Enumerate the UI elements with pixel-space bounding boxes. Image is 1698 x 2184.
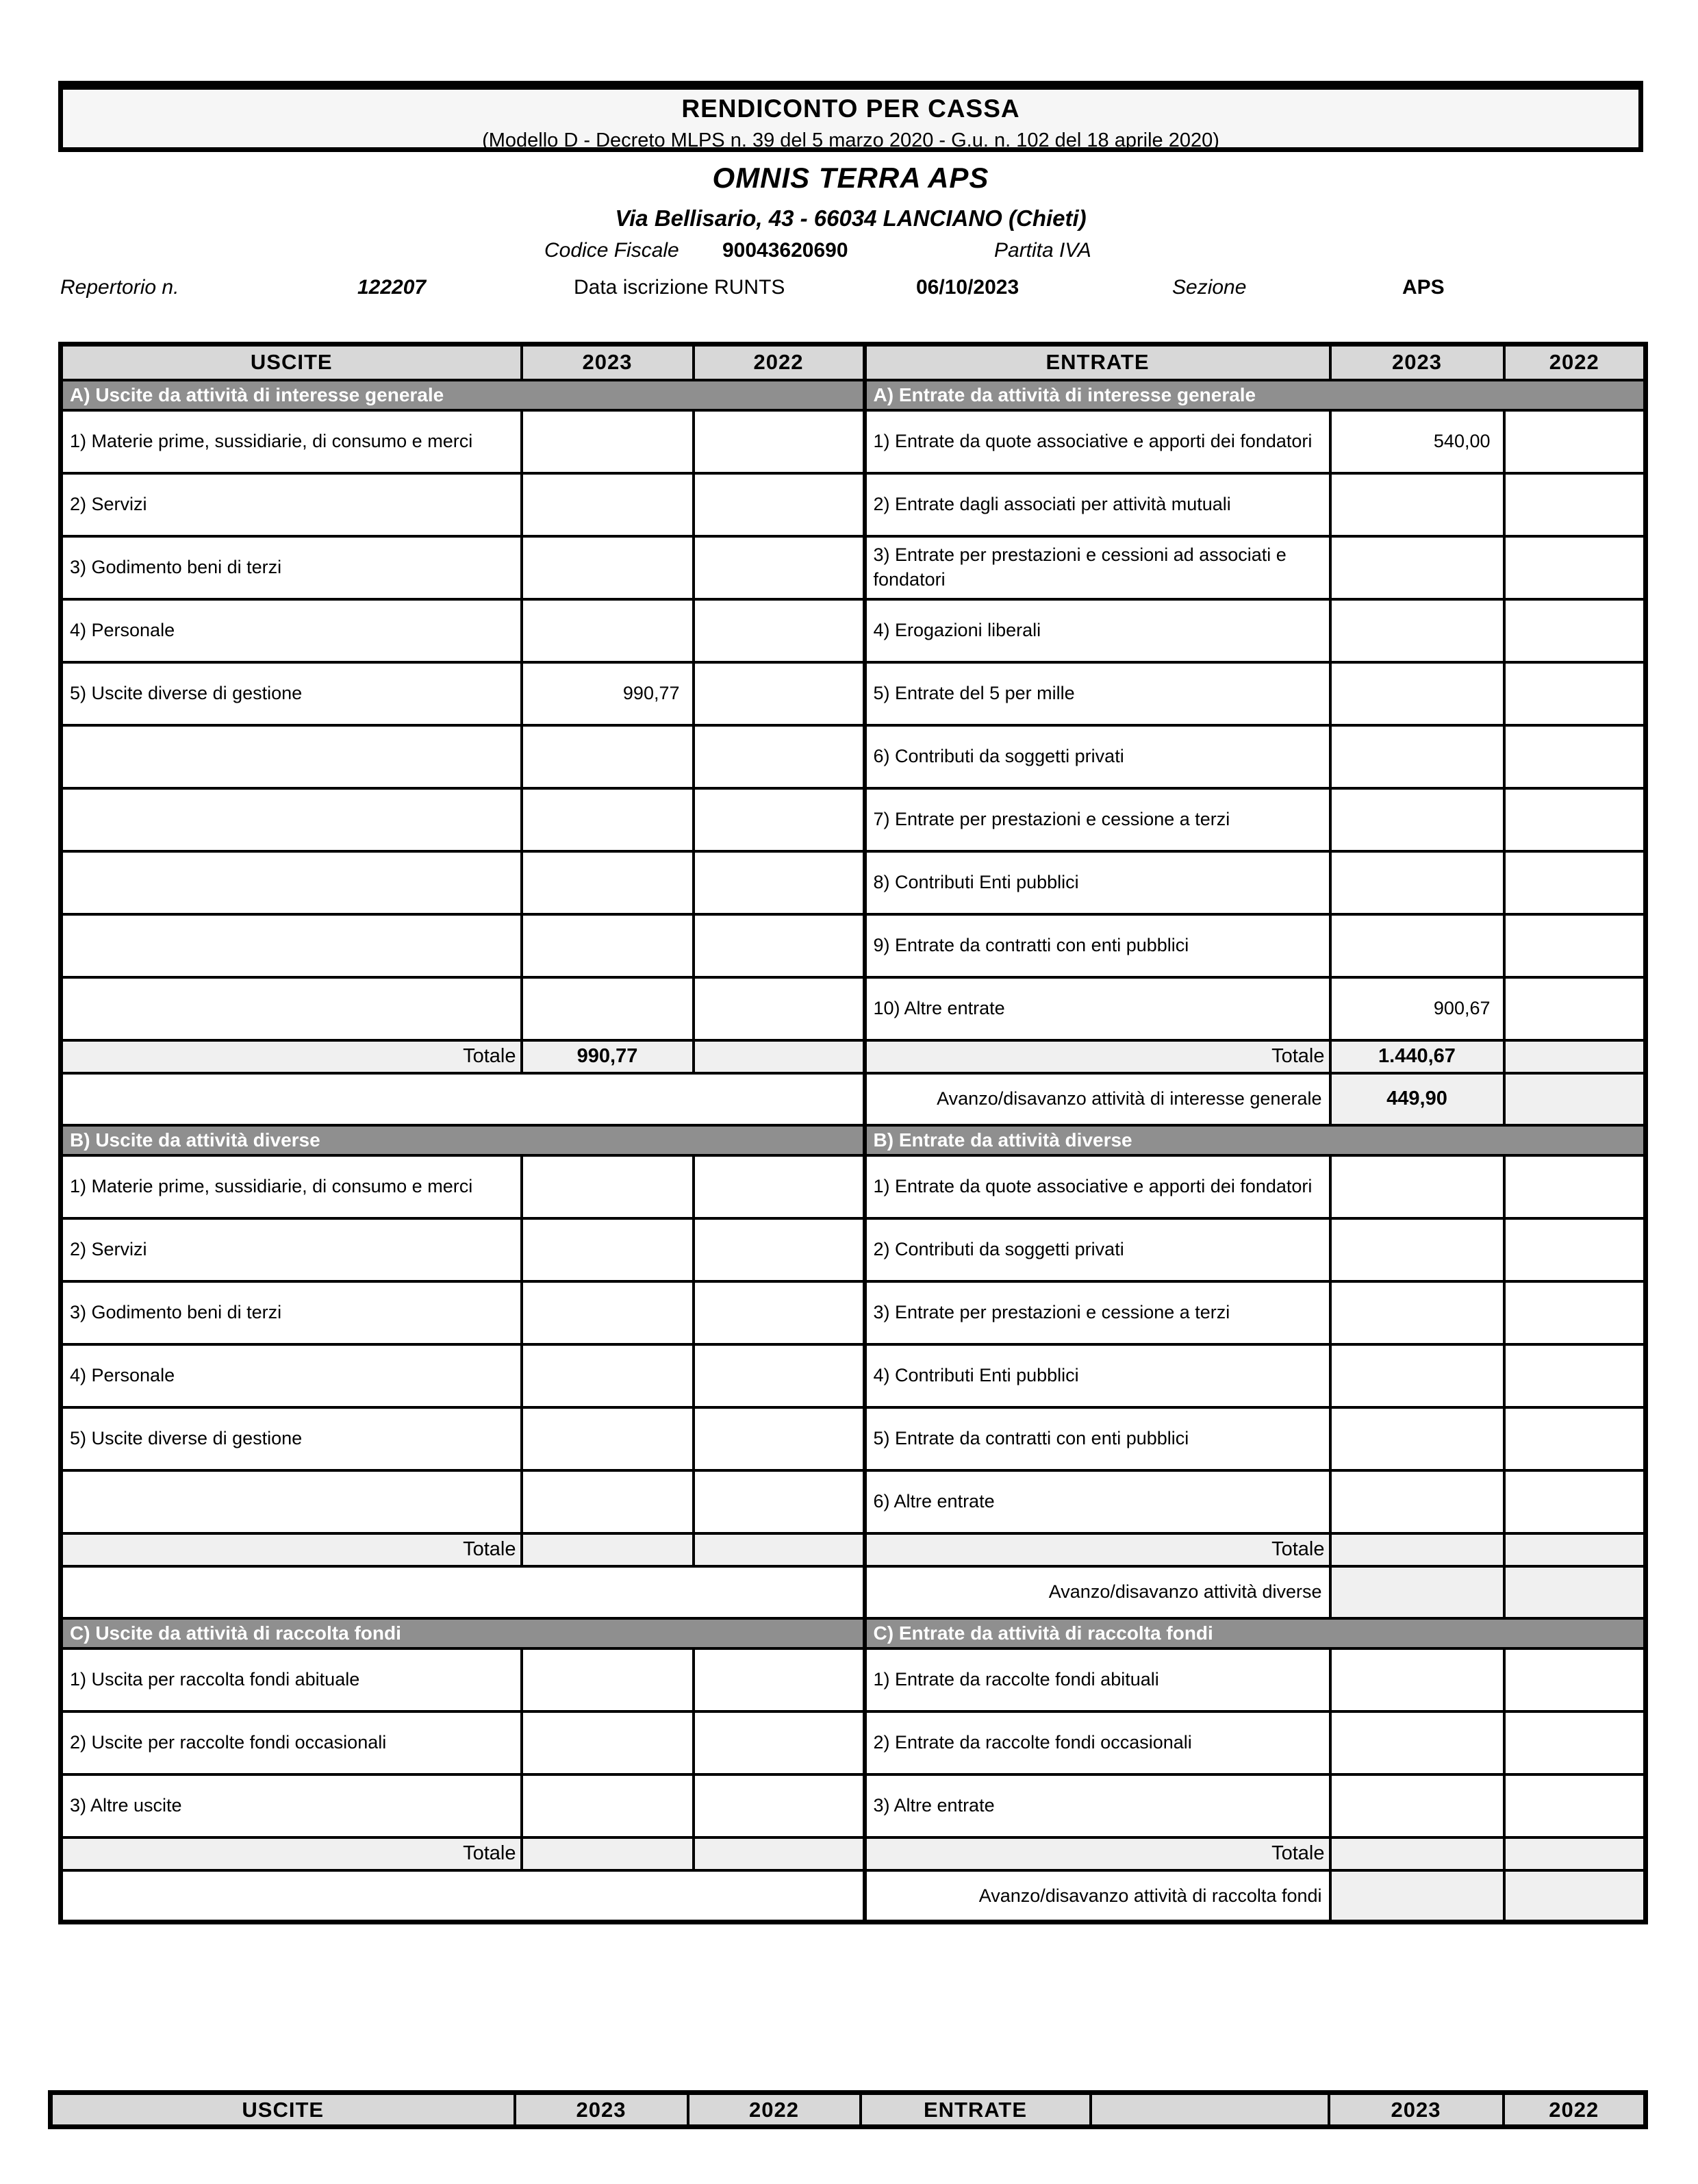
table-row <box>61 410 1646 473</box>
uscite-row-label: 1) Materie prime, sussidiarie, di consumo e merci <box>61 410 522 473</box>
entrate-row-label: 6) Altre entrate <box>865 1470 1330 1533</box>
entrate-2023-cell <box>1330 725 1504 788</box>
totale-entrate-2022 <box>1504 1040 1646 1073</box>
entrate-2022-cell <box>1504 1407 1646 1470</box>
footer-entrate: ENTRATE <box>861 2093 1091 2127</box>
footer-2022-left: 2022 <box>688 2093 861 2127</box>
avanzo-spacer <box>61 1073 865 1125</box>
section-c-entrate-title: C) Entrate da attività di raccolta fondi <box>865 1618 1646 1648</box>
entrate-2022-cell <box>1504 1281 1646 1344</box>
section-a-entrate-title: A) Entrate da attività di interesse generale <box>865 380 1646 410</box>
entrate-2023-cell <box>1330 1407 1504 1470</box>
uscite-2022-cell <box>694 1470 865 1533</box>
document-subtitle: (Modello D - Decreto MLPS n. 39 del 5 marzo 2020 - G.u. n. 102 del 18 aprile 2020) <box>482 129 1219 151</box>
uscite-row-label <box>61 977 522 1040</box>
entrate-row-label: 2) Entrate da raccolte fondi occasionali <box>865 1711 1330 1774</box>
document-title: RENDICONTO PER CASSA <box>681 95 1020 123</box>
table-row <box>61 851 1646 914</box>
entrate-2023-cell <box>1330 662 1504 725</box>
uscite-2023-cell <box>522 914 694 977</box>
uscite-row-label: 3) Altre uscite <box>61 1774 522 1837</box>
table-row <box>61 725 1646 788</box>
table-row <box>61 1281 1646 1344</box>
totale-uscite-2023 <box>522 1533 694 1566</box>
entrate-2022-cell <box>1504 473 1646 536</box>
uscite-2023-cell <box>522 536 694 599</box>
uscite-row-label: 2) Uscite per raccolte fondi occasionali <box>61 1711 522 1774</box>
uscite-row-label <box>61 851 522 914</box>
totale-entrate-2023 <box>1330 1837 1504 1870</box>
table-row <box>61 1648 1646 1711</box>
uscite-2022-cell <box>694 1155 865 1218</box>
avanzo-label: Avanzo/disavanzo attività diverse <box>865 1566 1330 1618</box>
table-header-row <box>61 344 1646 380</box>
uscite-2022-cell <box>694 662 865 725</box>
totale-label: Totale <box>865 1533 1330 1566</box>
section-b-avanzo-row <box>61 1566 1646 1618</box>
avanzo-2022-cell <box>1504 1073 1646 1125</box>
uscite-2023-cell <box>522 473 694 536</box>
footer-row <box>51 2093 1646 2127</box>
entrate-row-label: 3) Entrate per prestazioni e cessione a terzi <box>865 1281 1330 1344</box>
footer-2023-right: 2023 <box>1329 2093 1504 2127</box>
codice-fiscale-value: 90043620690 <box>722 239 848 262</box>
table-row <box>61 977 1646 1040</box>
table-row <box>61 1344 1646 1407</box>
uscite-2023-cell <box>522 1344 694 1407</box>
avanzo-spacer <box>61 1566 865 1618</box>
uscite-2022-cell <box>694 536 865 599</box>
entrate-row-label: 5) Entrate da contratti con enti pubblici <box>865 1407 1330 1470</box>
entrate-row-label: 4) Erogazioni liberali <box>865 599 1330 662</box>
runts-value: 06/10/2023 <box>916 276 1019 299</box>
uscite-2022-cell <box>694 725 865 788</box>
entrate-2023-cell <box>1330 1648 1504 1711</box>
entrate-2023-cell <box>1330 851 1504 914</box>
entrate-row-label: 1) Entrate da quote associative e apporti dei fondatori <box>865 410 1330 473</box>
header-2023-right: 2023 <box>1330 344 1504 380</box>
table-row <box>61 1774 1646 1837</box>
entrate-row-label: 7) Entrate per prestazioni e cessione a terzi <box>865 788 1330 851</box>
entrate-2023-cell <box>1330 473 1504 536</box>
entrate-2022-cell <box>1504 599 1646 662</box>
entrate-2022-cell <box>1504 1648 1646 1711</box>
avanzo-2023-cell: 449,90 <box>1330 1073 1504 1125</box>
entrate-2023-cell: 900,67 <box>1330 977 1504 1040</box>
uscite-2022-cell <box>694 1407 865 1470</box>
table-row <box>61 788 1646 851</box>
avanzo-spacer <box>61 1870 865 1922</box>
uscite-row-label <box>61 788 522 851</box>
entrate-2022-cell <box>1504 1155 1646 1218</box>
repertorio-value: 122207 <box>357 276 427 299</box>
uscite-2022-cell <box>694 410 865 473</box>
uscite-2023-cell <box>522 1218 694 1281</box>
avanzo-label: Avanzo/disavanzo attività di raccolta fondi <box>865 1870 1330 1922</box>
uscite-row-label: 2) Servizi <box>61 473 522 536</box>
runts-label: Data iscrizione RUNTS <box>574 276 785 299</box>
avanzo-2022-cell <box>1504 1566 1646 1618</box>
totale-entrate-2023 <box>1330 1533 1504 1566</box>
registry-info-row <box>0 276 1698 305</box>
totale-label: Totale <box>865 1837 1330 1870</box>
uscite-2023-cell <box>522 851 694 914</box>
uscite-2023-cell <box>522 788 694 851</box>
entrate-2022-cell <box>1504 977 1646 1040</box>
entrate-2023-cell <box>1330 1774 1504 1837</box>
totale-uscite-2022 <box>694 1533 865 1566</box>
entrate-row-label: 9) Entrate da contratti con enti pubblici <box>865 914 1330 977</box>
entrate-2022-cell <box>1504 410 1646 473</box>
entrate-2023-cell <box>1330 1711 1504 1774</box>
avanzo-label: Avanzo/disavanzo attività di interesse generale <box>865 1073 1330 1125</box>
entrate-row-label: 10) Altre entrate <box>865 977 1330 1040</box>
table-row <box>61 1470 1646 1533</box>
footer-2022-right: 2022 <box>1504 2093 1646 2127</box>
table-row <box>61 1407 1646 1470</box>
entrate-row-label: 4) Contributi Enti pubblici <box>865 1344 1330 1407</box>
entrate-row-label: 6) Contributi da soggetti privati <box>865 725 1330 788</box>
entrate-2022-cell <box>1504 662 1646 725</box>
totale-entrate-2022 <box>1504 1533 1646 1566</box>
entrate-row-label: 3) Entrate per prestazioni e cessioni ad associati e fondatori <box>865 536 1330 599</box>
uscite-2022-cell <box>694 1344 865 1407</box>
uscite-2023-cell <box>522 1774 694 1837</box>
uscite-2022-cell <box>694 1281 865 1344</box>
entrate-2022-cell <box>1504 851 1646 914</box>
totale-label: Totale <box>61 1040 522 1073</box>
uscite-2023-cell <box>522 410 694 473</box>
entrate-2023-cell: 540,00 <box>1330 410 1504 473</box>
uscite-2023-cell <box>522 725 694 788</box>
header-2022-left: 2022 <box>694 344 865 380</box>
uscite-2022-cell <box>694 1648 865 1711</box>
section-c-header-row <box>61 1618 1646 1648</box>
totale-uscite-2023: 990,77 <box>522 1040 694 1073</box>
totale-uscite-2022 <box>694 1040 865 1073</box>
uscite-2022-cell <box>694 851 865 914</box>
section-c-totale-row <box>61 1837 1646 1870</box>
uscite-2023-cell <box>522 599 694 662</box>
table-row <box>61 1218 1646 1281</box>
uscite-2022-cell <box>694 1774 865 1837</box>
uscite-row-label: 4) Personale <box>61 1344 522 1407</box>
uscite-2022-cell <box>694 914 865 977</box>
totale-entrate-2023: 1.440,67 <box>1330 1040 1504 1073</box>
cash-statement-table <box>58 342 1648 1924</box>
uscite-2023-cell <box>522 1470 694 1533</box>
table-row <box>61 914 1646 977</box>
avanzo-2023-cell <box>1330 1566 1504 1618</box>
repertorio-label: Repertorio n. <box>60 276 179 299</box>
entrate-2023-cell <box>1330 536 1504 599</box>
section-a-totale-row <box>61 1040 1646 1073</box>
uscite-2022-cell <box>694 1218 865 1281</box>
uscite-row-label: 3) Godimento beni di terzi <box>61 1281 522 1344</box>
entrate-row-label: 1) Entrate da raccolte fondi abituali <box>865 1648 1330 1711</box>
header-2022-right: 2022 <box>1504 344 1646 380</box>
entrate-2022-cell <box>1504 536 1646 599</box>
uscite-2023-cell <box>522 1407 694 1470</box>
uscite-row-label: 5) Uscite diverse di gestione <box>61 1407 522 1470</box>
uscite-2023-cell <box>522 977 694 1040</box>
header-entrate: ENTRATE <box>865 344 1330 380</box>
entrate-2023-cell <box>1330 1344 1504 1407</box>
uscite-2023-cell <box>522 1155 694 1218</box>
entrate-row-label: 2) Entrate dagli associati per attività mutuali <box>865 473 1330 536</box>
summary-footer-bar <box>48 2090 1648 2129</box>
uscite-2023-cell <box>522 1711 694 1774</box>
section-b-totale-row <box>61 1533 1646 1566</box>
uscite-row-label: 1) Materie prime, sussidiarie, di consumo e merci <box>61 1155 522 1218</box>
uscite-row-label: 3) Godimento beni di terzi <box>61 536 522 599</box>
totale-label: Totale <box>61 1533 522 1566</box>
entrate-2023-cell <box>1330 788 1504 851</box>
uscite-2023-cell <box>522 1648 694 1711</box>
entrate-2022-cell <box>1504 1470 1646 1533</box>
section-a-uscite-title: A) Uscite da attività di interesse generale <box>61 380 865 410</box>
entrate-2023-cell <box>1330 914 1504 977</box>
entrate-2023-cell <box>1330 1281 1504 1344</box>
entrate-row-label: 1) Entrate da quote associative e apporti dei fondatori <box>865 1155 1330 1218</box>
codice-fiscale-label: Codice Fiscale <box>544 239 679 262</box>
entrate-2022-cell <box>1504 914 1646 977</box>
entrate-2022-cell <box>1504 725 1646 788</box>
header-2023-left: 2023 <box>522 344 694 380</box>
entrate-2023-cell <box>1330 1470 1504 1533</box>
section-c-avanzo-row <box>61 1870 1646 1922</box>
uscite-row-label: 5) Uscite diverse di gestione <box>61 662 522 725</box>
footer-uscite: USCITE <box>51 2093 515 2127</box>
totale-label: Totale <box>865 1040 1330 1073</box>
table-row <box>61 662 1646 725</box>
uscite-row-label <box>61 1470 522 1533</box>
table-row <box>61 536 1646 599</box>
title-box <box>58 81 1643 152</box>
section-c-uscite-title: C) Uscite da attività di raccolta fondi <box>61 1618 865 1648</box>
uscite-2023-cell <box>522 1281 694 1344</box>
section-b-entrate-title: B) Entrate da attività diverse <box>865 1125 1646 1155</box>
footer-blank-cell <box>1091 2093 1329 2127</box>
entrate-row-label: 3) Altre entrate <box>865 1774 1330 1837</box>
table-row <box>61 1711 1646 1774</box>
table-row <box>61 1155 1646 1218</box>
totale-label: Totale <box>61 1837 522 1870</box>
uscite-2022-cell <box>694 788 865 851</box>
uscite-row-label <box>61 725 522 788</box>
uscite-row-label: 2) Servizi <box>61 1218 522 1281</box>
entrate-2022-cell <box>1504 788 1646 851</box>
entrate-row-label: 2) Contributi da soggetti privati <box>865 1218 1330 1281</box>
uscite-row-label <box>61 914 522 977</box>
header-uscite: USCITE <box>61 344 522 380</box>
uscite-2022-cell <box>694 977 865 1040</box>
uscite-2022-cell <box>694 599 865 662</box>
section-a-header-row <box>61 380 1646 410</box>
entrate-2022-cell <box>1504 1344 1646 1407</box>
totale-uscite-2023 <box>522 1837 694 1870</box>
organization-name: OMNIS TERRA APS <box>712 162 989 194</box>
entrate-2023-cell <box>1330 599 1504 662</box>
uscite-2022-cell <box>694 473 865 536</box>
section-b-header-row <box>61 1125 1646 1155</box>
organization-address: Via Bellisario, 43 - 66034 LANCIANO (Chieti) <box>615 205 1087 231</box>
uscite-row-label: 1) Uscita per raccolta fondi abituale <box>61 1648 522 1711</box>
totale-uscite-2022 <box>694 1837 865 1870</box>
table-row <box>61 599 1646 662</box>
sezione-value: APS <box>1402 276 1445 299</box>
fiscal-info-row <box>0 239 1698 268</box>
entrate-row-label: 5) Entrate del 5 per mille <box>865 662 1330 725</box>
avanzo-2023-cell <box>1330 1870 1504 1922</box>
section-b-uscite-title: B) Uscite da attività diverse <box>61 1125 865 1155</box>
uscite-2023-cell: 990,77 <box>522 662 694 725</box>
entrate-2022-cell <box>1504 1774 1646 1837</box>
footer-2023-left: 2023 <box>515 2093 688 2127</box>
uscite-row-label: 4) Personale <box>61 599 522 662</box>
entrate-row-label: 8) Contributi Enti pubblici <box>865 851 1330 914</box>
totale-entrate-2022 <box>1504 1837 1646 1870</box>
table-row <box>61 473 1646 536</box>
partita-iva-label: Partita IVA <box>994 239 1091 262</box>
entrate-2023-cell <box>1330 1155 1504 1218</box>
sezione-label: Sezione <box>1172 276 1247 299</box>
entrate-2022-cell <box>1504 1218 1646 1281</box>
section-a-avanzo-row <box>61 1073 1646 1125</box>
uscite-2022-cell <box>694 1711 865 1774</box>
entrate-2023-cell <box>1330 1218 1504 1281</box>
avanzo-2022-cell <box>1504 1870 1646 1922</box>
entrate-2022-cell <box>1504 1711 1646 1774</box>
